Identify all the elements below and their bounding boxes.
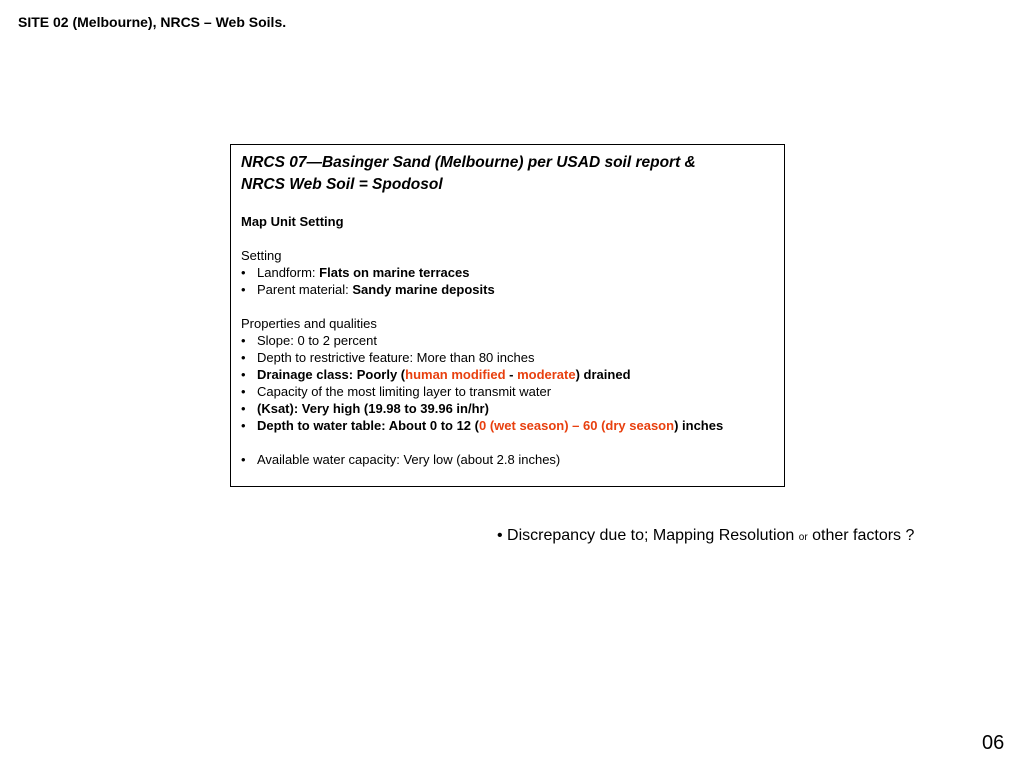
box-heading-line-2: NRCS Web Soil = Spodosol: [241, 176, 443, 193]
water-table-prefix: Depth to water table: About 0 to 12 (: [257, 418, 479, 433]
extra-list: [241, 451, 774, 468]
drainage-suffix: ) drained: [575, 367, 631, 382]
list-item-ksat: [241, 400, 774, 417]
properties-list: [241, 332, 774, 434]
list-item-available-water: [241, 451, 774, 468]
landform-label: Landform:: [257, 265, 320, 280]
capacity-text: Capacity of the most limiting layer to transmit water: [257, 384, 552, 399]
discrepancy-or: or: [798, 532, 808, 543]
depth-restrictive-text: Depth to restrictive feature: More than 80 inches: [257, 350, 535, 365]
box-heading-line-1: NRCS 07—Basinger Sand (Melbourne) per USAD soil report &: [241, 154, 696, 171]
list-item-capacity: [241, 383, 774, 400]
bullet-icon: •: [241, 418, 246, 433]
spacer: [241, 196, 774, 213]
slide-title: SITE 02 (Melbourne), NRCS – Web Soils.: [18, 14, 287, 30]
available-water-text: Available water capacity: Very low (about 2.8 inches): [257, 452, 561, 467]
list-item-landform: [241, 264, 774, 281]
setting-label: Setting: [241, 248, 282, 263]
bullet-icon: •: [241, 265, 246, 280]
drainage-moderate: moderate: [517, 367, 576, 382]
properties-label: Properties and qualities: [241, 316, 377, 331]
parent-material-label: Parent material:: [257, 282, 353, 297]
spacer: [241, 230, 774, 247]
list-item-water-table: [241, 417, 774, 434]
list-item-slope: [241, 332, 774, 349]
bullet-icon: •: [241, 367, 246, 382]
drainage-separator: -: [505, 367, 518, 382]
water-table-seasons: 0 (wet season) – 60 (dry season: [478, 418, 675, 433]
ksat-text: (Ksat): Very high (19.98 to 39.96 in/hr): [257, 401, 489, 416]
list-item-depth-restrictive: [241, 349, 774, 366]
bullet-icon: •: [241, 384, 246, 399]
soil-info-box: [230, 144, 785, 487]
parent-material-value: Sandy marine deposits: [352, 282, 495, 297]
drainage-prefix: Drainage class: Poorly (: [257, 367, 406, 382]
setting-list: [241, 264, 774, 298]
bullet-icon: •: [241, 350, 246, 365]
bullet-icon: •: [241, 333, 246, 348]
slope-text: Slope: 0 to 2 percent: [257, 333, 377, 348]
landform-value: Flats on marine terraces: [319, 265, 470, 280]
discrepancy-prefix: • Discrepancy due to; Mapping Resolution: [497, 527, 799, 544]
page-number: 06: [982, 732, 1005, 754]
drainage-human-modified: human modified: [405, 367, 506, 382]
spacer: [241, 434, 774, 451]
bullet-icon: •: [241, 401, 246, 416]
list-item-parent-material: [241, 281, 774, 298]
map-unit-setting-label: Map Unit Setting: [241, 214, 344, 229]
discrepancy-note: [497, 527, 914, 545]
discrepancy-suffix: other factors ?: [807, 527, 915, 544]
water-table-suffix: ) inches: [674, 418, 724, 433]
bullet-icon: •: [241, 282, 246, 297]
list-item-drainage: [241, 366, 774, 383]
spacer: [241, 298, 774, 315]
bullet-icon: •: [241, 452, 246, 467]
